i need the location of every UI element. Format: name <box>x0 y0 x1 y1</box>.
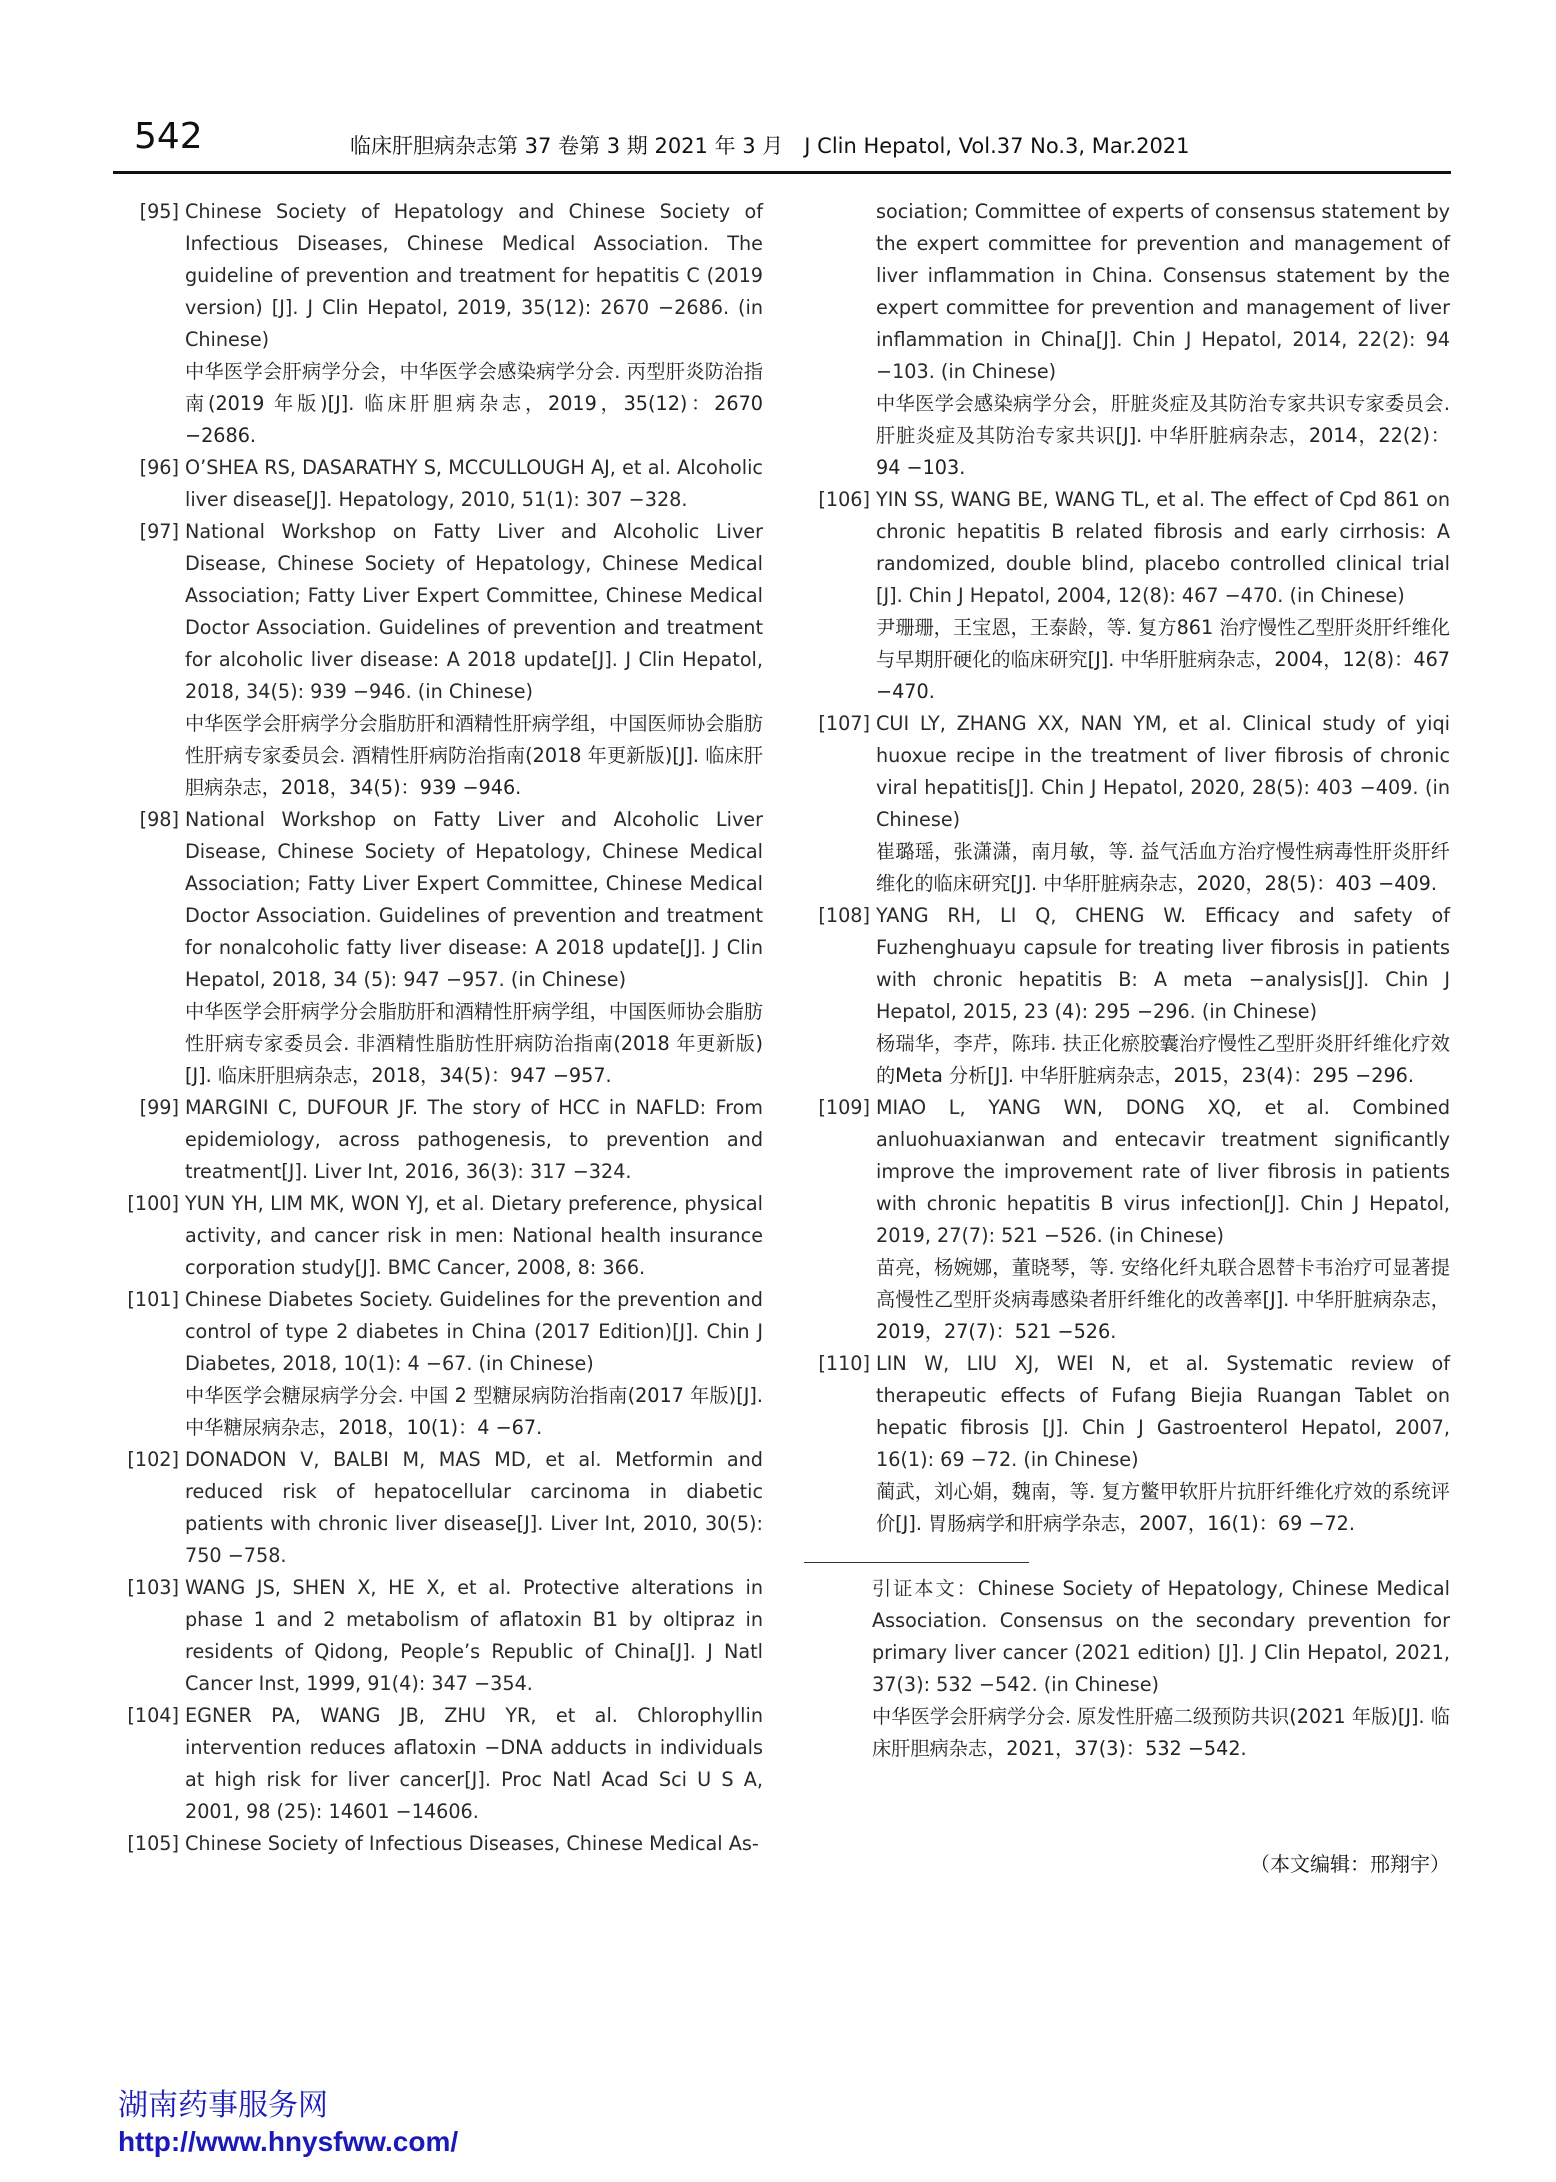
reference-text-en: DONADON V, BALBI M, MAS MD, et al. Metformin and reduced risk of hepatocellular carcinoma in diabetic patients with chronic liver disease[J]. Liver Int, 2010, 30(5): 750 −758. <box>185 1448 763 1567</box>
reference-text-en: MIAO L, YANG WN, DONG XQ, et al. Combined anluohuaxianwan and entecavir treatment significantly improve the improvement rate of liver fibrosis in patients with chronic hepatitis B virus infection[J]. Chin J Hepatol, 2019, 27(7): 521 −526. (in Chinese) <box>876 1096 1450 1247</box>
reference-number: [107] <box>818 712 870 735</box>
reference-text-en: Chinese Society of Infectious Diseases, Chinese Medical As- <box>185 1832 759 1855</box>
page-number: 542 <box>134 116 203 157</box>
reference-98 <box>113 804 763 1092</box>
citation-text-en: 引证本文：Chinese Society of Hepatology, Chinese Medical Association. Consensus on the secondary prevention for primary liver cancer (2021 edition) [J]. J Clin Hepatol, 2021, 37(3): 532 −542. (in Chinese) <box>872 1577 1450 1696</box>
reference-105 <box>113 1828 763 1860</box>
header-rule <box>113 171 1451 174</box>
reference-text-zh: 中华医学会糖尿病学分会. 中国 2 型糖尿病防治指南(2017 年版)[J]. 中华糖尿病杂志，2018，10(1)：4 −67. <box>185 1384 763 1439</box>
reference-number: [97] <box>139 520 179 543</box>
reference-text-zh: 中华医学会肝病学分会脂肪肝和酒精性肝病学组，中国医师协会脂肪性肝病专家委员会. 酒精性肝病防治指南(2018 年更新版)[J]. 临床肝胆病杂志，2018，34(5)：939 −946. <box>185 712 763 799</box>
reference-number: [108] <box>818 904 870 927</box>
reference-text-zh: 中华医学会肝病学分会，中华医学会感染病学分会. 丙型肝炎防治指南(2019 年版)[J]. 临床肝胆病杂志，2019，35(12)：2670 −2686. <box>185 360 763 447</box>
reference-number: [101] <box>127 1288 179 1311</box>
reference-101 <box>113 1284 763 1444</box>
running-header: 临床肝胆病杂志第 37 卷第 3 期 2021 年 3 月 J Clin Hepatol, Vol.37 No.3, Mar.2021 <box>350 134 1190 158</box>
reference-text-zh: 苗亮，杨婉娜，董晓琴，等. 安络化纤丸联合恩替卡韦治疗可显著提高慢性乙型肝炎病毒感染者肝纤维化的改善率[J]. 中华肝脏病杂志，2019，27(7)：521 −526. <box>876 1256 1450 1343</box>
reference-text-en: National Workshop on Fatty Liver and Alcoholic Liver Disease, Chinese Society of Hepatology, Chinese Medical Association; Fatty Liver Expert Committee, Chinese Medical Doctor Association. Guidelines of prevention and treatment for nonalcoholic fatty liver disease: A 2018 update[J]. J Clin Hepatol, 2018, 34 (5): 947 −957. (in Chinese) <box>185 808 763 991</box>
reference-text-zh: 尹珊珊，王宝恩，王泰龄，等. 复方861 治疗慢性乙型肝炎肝纤维化与早期肝硬化的临床研究[J]. 中华肝脏病杂志，2004，12(8)：467 −470. <box>876 616 1450 703</box>
reference-column-right <box>804 196 1450 1765</box>
reference-text-en: sociation; Committee of experts of consensus statement by the expert committee for prevention and management of liver inflammation in China. Consensus statement by the expert committee for prevention and management of liver inflammation in China[J]. Chin J Hepatol, 2014, 22(2): 94 −103. (in Chinese) <box>876 200 1450 383</box>
reference-text-en: YIN SS, WANG BE, WANG TL, et al. The effect of Cpd 861 on chronic hepatitis B related fibrosis and early cirrhosis: A randomized, double blind, placebo controlled clinical trial [J]. Chin J Hepatol, 2004, 12(8): 467 −470. (in Chinese) <box>876 488 1450 607</box>
citation-block <box>804 1573 1450 1765</box>
reference-number: [96] <box>139 456 179 479</box>
reference-number: [104] <box>127 1704 179 1727</box>
reference-number: [109] <box>818 1096 870 1119</box>
reference-number: [99] <box>139 1096 179 1119</box>
reference-number: [106] <box>818 488 870 511</box>
reference-number: [100] <box>127 1192 179 1215</box>
reference-text-zh: 杨瑞华，李芹，陈玮. 扶正化瘀胶囊治疗慢性乙型肝炎肝纤维化疗效的Meta 分析[J]. 中华肝脏病杂志，2015，23(4)：295 −296. <box>876 1032 1450 1087</box>
reference-104 <box>113 1700 763 1828</box>
reference-110 <box>804 1348 1450 1540</box>
reference-97 <box>113 516 763 804</box>
reference-text-en: EGNER PA, WANG JB, ZHU YR, et al. Chlorophyllin intervention reduces aflatoxin −DNA adducts in individuals at high risk for liver cancer[J]. Proc Natl Acad Sci U S A, 2001, 98 (25): 14601 −14606. <box>185 1704 763 1823</box>
reference-text-en: YUN YH, LIM MK, WON YJ, et al. Dietary preference, physical activity, and cancer risk in men: National health insurance corporation study[J]. BMC Cancer, 2008, 8: 366. <box>185 1192 763 1279</box>
footnote-rule <box>804 1562 1029 1563</box>
reference-100 <box>113 1188 763 1284</box>
reference-text-zh: 崔璐瑶，张潇潇，南月敏，等. 益气活血方治疗慢性病毒性肝炎肝纤维化的临床研究[J]. 中华肝脏病杂志，2020，28(5)：403 −409. <box>876 840 1450 895</box>
reference-text-zh: 中华医学会感染病学分会，肝脏炎症及其防治专家共识专家委员会. 肝脏炎症及其防治专家共识[J]. 中华肝脏病杂志，2014，22(2)：94 −103. <box>876 392 1450 479</box>
reference-text-en: Chinese Society of Hepatology and Chinese Society of Infectious Diseases, Chinese Medical Association. The guideline of prevention and treatment for hepatitis C (2019 version) [J]. J Clin Hepatol, 2019, 35(12): 2670 −2686. (in Chinese) <box>185 200 763 351</box>
reference-text-en: WANG JS, SHEN X, HE X, et al. Protective alterations in phase 1 and 2 metabolism of aflatoxin B1 by oltipraz in residents of Qidong, People’s Republic of China[J]. J Natl Cancer Inst, 1999, 91(4): 347 −354. <box>185 1576 763 1695</box>
reference-103 <box>113 1572 763 1700</box>
reference-text-en: O’SHEA RS, DASARATHY S, MCCULLOUGH AJ, et al. Alcoholic liver disease[J]. Hepatology, 2010, 51(1): 307 −328. <box>185 456 763 511</box>
reference-102 <box>113 1444 763 1572</box>
reference-column-left <box>113 196 763 1860</box>
reference-105-continued <box>804 196 1450 484</box>
reference-number: [105] <box>127 1832 179 1855</box>
reference-108 <box>804 900 1450 1092</box>
reference-text-en: National Workshop on Fatty Liver and Alcoholic Liver Disease, Chinese Society of Hepatology, Chinese Medical Association; Fatty Liver Expert Committee, Chinese Medical Doctor Association. Guidelines of prevention and treatment for alcoholic liver disease: A 2018 update[J]. J Clin Hepatol, 2018, 34(5): 939 −946. (in Chinese) <box>185 520 763 703</box>
reference-99 <box>113 1092 763 1188</box>
reference-95 <box>113 196 763 452</box>
reference-109 <box>804 1092 1450 1348</box>
reference-text-en: LIN W, LIU XJ, WEI N, et al. Systematic review of therapeutic effects of Fufang Biejia Ruangan Tablet on hepatic fibrosis [J]. Chin J Gastroenterol Hepatol, 2007, 16(1): 69 −72. (in Chinese) <box>876 1352 1450 1471</box>
reference-text-en: Chinese Diabetes Society. Guidelines for the prevention and control of type 2 diabetes in China (2017 Edition)[J]. Chin J Diabetes, 2018, 10(1): 4 −67. (in Chinese) <box>185 1288 763 1375</box>
watermark-site-name: 湖南药事服务网 <box>118 2088 328 2123</box>
watermark <box>118 2088 458 2160</box>
reference-text-zh: 中华医学会肝病学分会脂肪肝和酒精性肝病学组，中国医师协会脂肪性肝病专家委员会. 非酒精性脂肪性肝病防治指南(2018 年更新版)[J]. 临床肝胆病杂志，2018，34(5)：947 −957. <box>185 1000 763 1087</box>
reference-text-zh: 蔺武，刘心娟，魏南，等. 复方鳖甲软肝片抗肝纤维化疗效的系统评价[J]. 胃肠病学和肝病学杂志，2007，16(1)：69 −72. <box>876 1480 1450 1535</box>
citation-text-zh: 中华医学会肝病学分会. 原发性肝癌二级预防共识(2021 年版)[J]. 临床肝胆病杂志，2021，37(3)：532 −542. <box>872 1705 1450 1760</box>
reference-107 <box>804 708 1450 900</box>
reference-number: [103] <box>127 1576 179 1599</box>
reference-text-en: MARGINI C, DUFOUR JF. The story of HCC in NAFLD: From epidemiology, across pathogenesis, to prevention and treatment[J]. Liver Int, 2016, 36(3): 317 −324. <box>185 1096 763 1183</box>
editor-note: （本文编辑：邢翔宇） <box>1250 1852 1450 1876</box>
reference-text-en: YANG RH, LI Q, CHENG W. Efficacy and safety of Fuzhenghuayu capsule for treating liver fibrosis in patients with chronic hepatitis B: A meta −analysis[J]. Chin J Hepatol, 2015, 23 (4): 295 −296. (in Chinese) <box>876 904 1450 1023</box>
reference-number: [95] <box>139 200 179 223</box>
reference-text-en: CUI LY, ZHANG XX, NAN YM, et al. Clinical study of yiqi huoxue recipe in the treatment of liver fibrosis of chronic viral hepatitis[J]. Chin J Hepatol, 2020, 28(5): 403 −409. (in Chinese) <box>876 712 1450 831</box>
watermark-url-link[interactable]: http://www.hnysfww.com/ <box>118 2126 459 2157</box>
reference-106 <box>804 484 1450 708</box>
reference-number: [110] <box>818 1352 870 1375</box>
reference-number: [98] <box>139 808 179 831</box>
reference-number: [102] <box>127 1448 179 1471</box>
reference-96 <box>113 452 763 516</box>
